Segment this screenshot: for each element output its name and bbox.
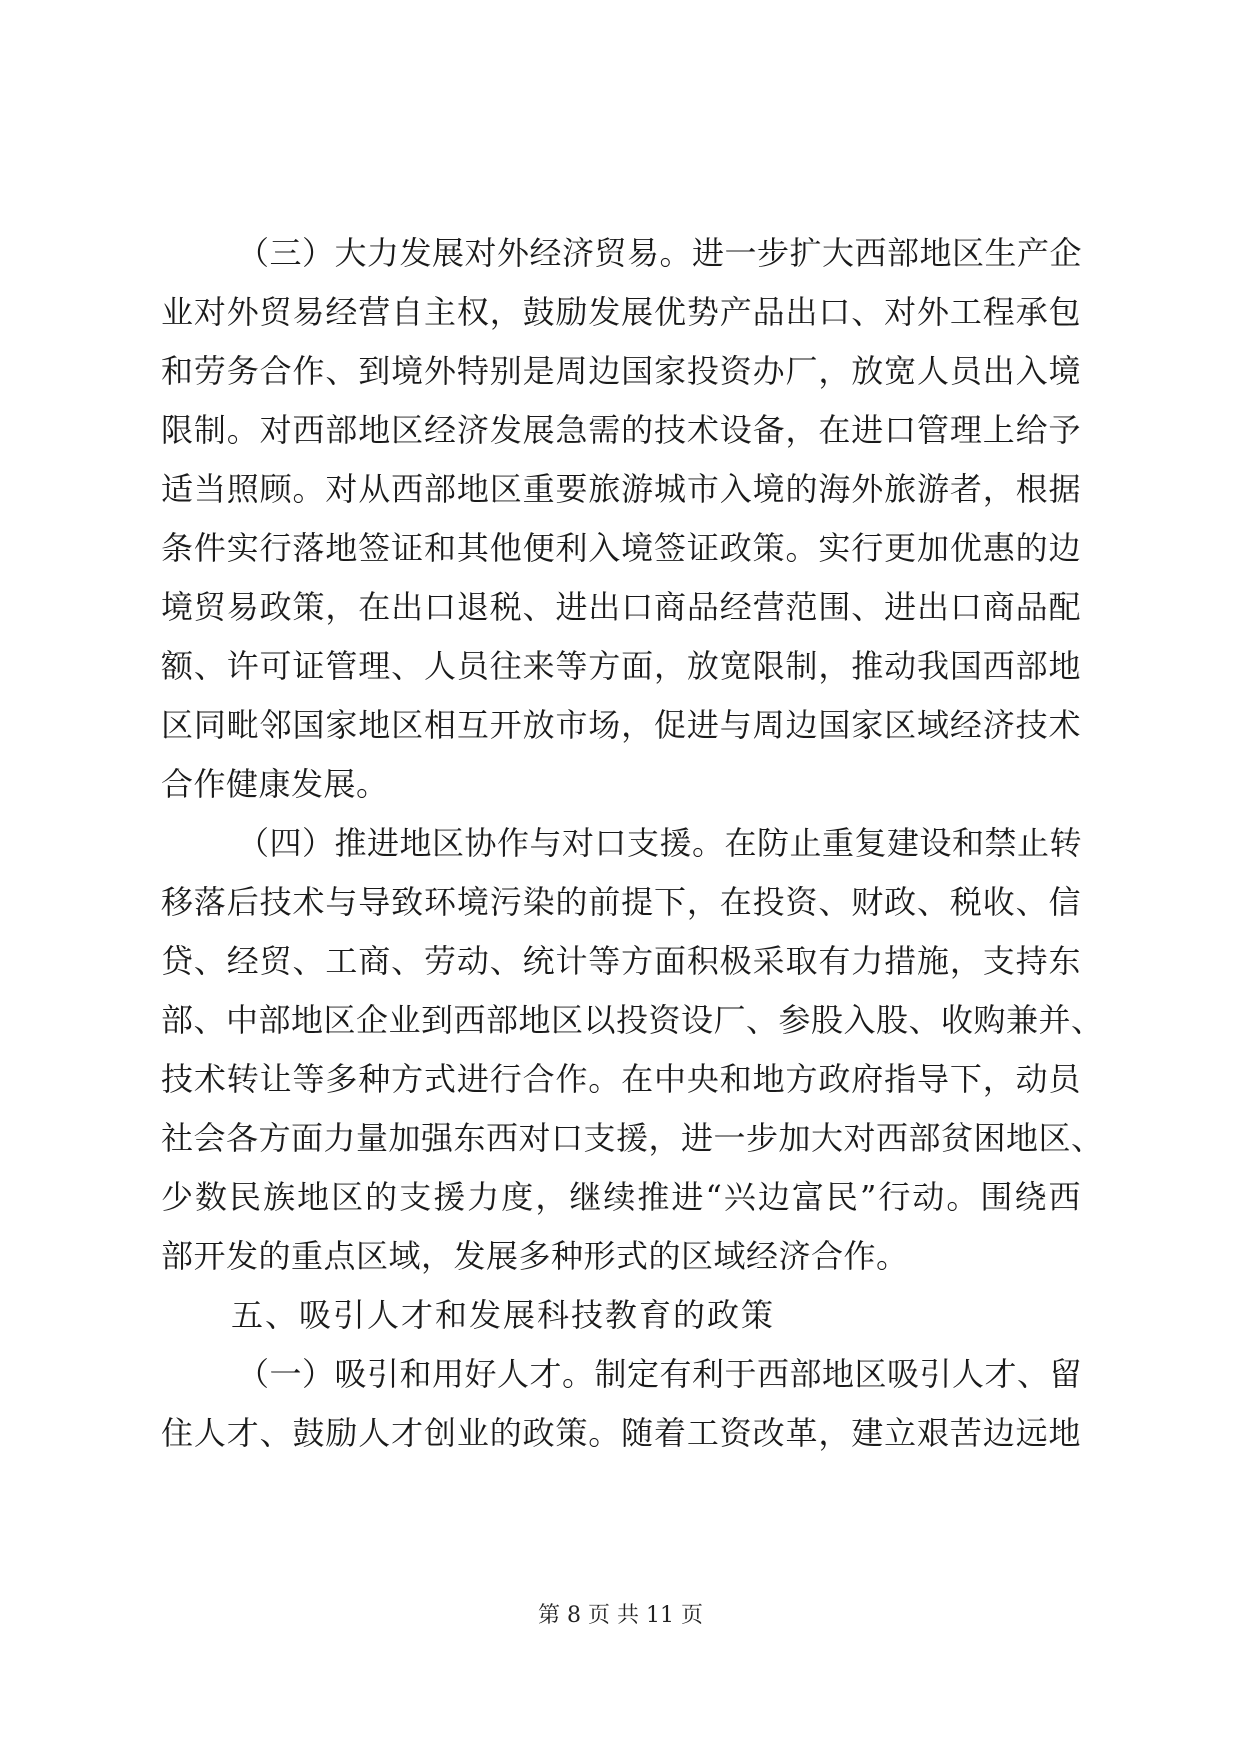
- paragraph-4-line-7: 少数民族地区的支援力度，继续推进“兴边富民”行动。围绕西: [161, 1178, 1081, 1216]
- paragraph-4-line-8: 部开发的重点区域，发展多种形式的区域经济合作。: [161, 1237, 909, 1275]
- paragraph-1-line-2: 住人才、鼓励人才创业的政策。随着工资改革，建立艰苦边远地: [161, 1414, 1081, 1452]
- paragraph-4-line-4: 部、中部地区企业到西部地区以投资设厂、参股入股、收购兼并、: [161, 1001, 1104, 1039]
- paragraph-3-line-9: 区同毗邻国家地区相互开放市场，促进与周边国家区域经济技术: [161, 706, 1081, 744]
- paragraph-3-line-5: 适当照顾。对从西部地区重要旅游城市入境的海外旅游者，根据: [161, 470, 1081, 508]
- paragraph-3-line-1: （三）大力发展对外经济贸易。进一步扩大西部地区生产企: [237, 234, 1083, 272]
- paragraph-1-line-1: （一）吸引和用好人才。制定有利于西部地区吸引人才、留: [237, 1355, 1083, 1393]
- page-footer: 第 8 页 共 11 页: [538, 1603, 703, 1628]
- paragraph-3-line-7: 境贸易政策，在出口退税、进出口商品经营范围、进出口商品配: [161, 588, 1081, 626]
- paragraph-3-line-4: 限制。对西部地区经济发展急需的技术设备，在进口管理上给予: [161, 411, 1081, 449]
- paragraph-4-line-2: 移落后技术与导致环境污染的前提下，在投资、财政、税收、信: [161, 883, 1081, 921]
- paragraph-4-line-5: 技术转让等多种方式进行合作。在中央和地方政府指导下，动员: [161, 1060, 1081, 1098]
- paragraph-4-line-6: 社会各方面力量加强东西对口支援，进一步加大对西部贫困地区、: [161, 1119, 1104, 1157]
- paragraph-4-line-3: 贷、经贸、工商、劳动、统计等方面积极采取有力措施，支持东: [161, 942, 1081, 980]
- paragraph-4-line-1: （四）推进地区协作与对口支援。在防止重复建设和禁止转: [237, 824, 1083, 862]
- paragraph-3-line-3: 和劳务合作、到境外特别是周边国家投资办厂，放宽人员出入境: [161, 352, 1081, 390]
- paragraph-3-line-8: 额、许可证管理、人员往来等方面，放宽限制，推动我国西部地: [161, 647, 1081, 685]
- paragraph-3-line-10: 合作健康发展。: [161, 765, 389, 803]
- section-heading: 五、吸引人才和发展科技教育的政策: [231, 1296, 776, 1334]
- paragraph-3-line-6: 条件实行落地签证和其他便利入境签证政策。实行更加优惠的边: [161, 529, 1081, 567]
- paragraph-3-line-2: 业对外贸易经营自主权，鼓励发展优势产品出口、对外工程承包: [161, 293, 1081, 331]
